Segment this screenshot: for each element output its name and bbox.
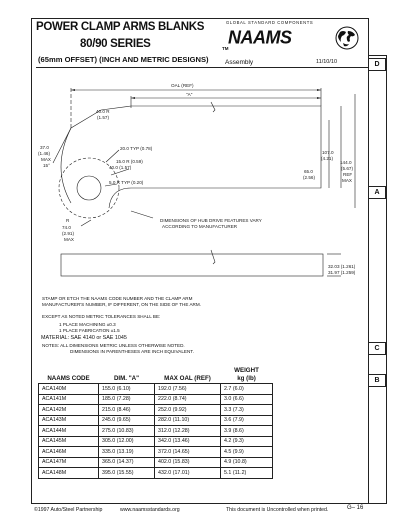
- cell-max-oal: 432.0 (17.01): [155, 468, 221, 479]
- footer-disclaimer: This document is Uncontrolled when printed.: [226, 507, 329, 513]
- tolerance-machining: 1 PLACE MACHINING ±0.3: [59, 322, 116, 327]
- title-line-2: 80/90 SERIES: [80, 38, 151, 50]
- cell-dim-a: 275.0 (10.83): [99, 426, 155, 437]
- table-row: [39, 436, 273, 447]
- dim-15r: 15.0 R (0.59): [116, 159, 143, 164]
- dim-37: 37.0: [40, 145, 49, 150]
- revision-tab-b: B: [369, 374, 386, 387]
- tolerance-fabrication: 1 PLACE FABRICATION ±1.5: [59, 328, 120, 333]
- cell-naams-code: ACA145M: [39, 436, 99, 447]
- cell-max-oal: 252.0 (9.92): [155, 405, 221, 416]
- cell-weight: 4.9 (10.8): [221, 457, 273, 468]
- cell-weight: 4.2 (9.3): [221, 436, 273, 447]
- cell-naams-code: ACA144M: [39, 426, 99, 437]
- dim-37-inch: (1.46): [38, 151, 51, 156]
- revision-rail: [369, 55, 387, 504]
- cell-dim-a: 155.0 (6.10): [99, 384, 155, 395]
- cell-dim-a: 215.0 (8.46): [99, 405, 155, 416]
- header-weight: [221, 366, 273, 384]
- cell-weight: 4.5 (9.9): [221, 447, 273, 458]
- brand-tagline: GLOBAL STANDARD COMPONENTS: [226, 20, 314, 25]
- dim-5r-typ: 5.0 R TYP (0.20): [109, 180, 144, 185]
- header-weight-label: WEIGHT: [234, 367, 259, 374]
- header-naams-code: NAAMS CODE: [39, 366, 99, 384]
- cell-naams-code: ACA148M: [39, 468, 99, 479]
- dim-40: 40.0 (1.57): [109, 165, 132, 170]
- dim-144: 144.0: [340, 160, 352, 165]
- footer-website[interactable]: www.naamsstandards.org: [120, 507, 180, 513]
- dim-144-max: MAX: [342, 178, 352, 183]
- dim-31-97: 31.97 (1.259): [328, 270, 356, 275]
- cell-weight: 3.3 (7.3): [221, 405, 273, 416]
- page-number: G– 16: [347, 505, 364, 511]
- cell-max-oal: 192.0 (7.56): [155, 384, 221, 395]
- cell-weight: 5.1 (11.2): [221, 468, 273, 479]
- notes-line-1: NOTES: ALL DIMENSIONS METRIC UNLESS OTHERWISE NOTED.: [42, 343, 185, 348]
- dim-20-typ: 20.0 TYP (0.78): [120, 146, 153, 151]
- cell-weight: 3.6 (7.9): [221, 415, 273, 426]
- table-row: [39, 426, 273, 437]
- dim-r: R: [66, 218, 70, 223]
- dim-74-max: MAX: [64, 237, 74, 242]
- cell-naams-code: ACA147M: [39, 457, 99, 468]
- notes-line-2: DIMENSIONS IN PARENTHESES ARE INCH EQUIVALENT.: [70, 349, 194, 354]
- globe-icon: [334, 26, 360, 50]
- trademark-mark: TM: [222, 46, 229, 51]
- cell-weight: 3.0 (6.6): [221, 394, 273, 405]
- cell-naams-code: ACA146M: [39, 447, 99, 458]
- cell-max-oal: 282.0 (11.10): [155, 415, 221, 426]
- table-header-row: [39, 366, 273, 384]
- dim-144-inch: (5.67): [341, 166, 354, 171]
- dimension-table: [38, 366, 273, 479]
- table-row: [39, 468, 273, 479]
- header-max-oal: MAX OAL (REF): [155, 366, 221, 384]
- title-line-1: POWER CLAMP ARMS BLANKS: [36, 21, 205, 33]
- footer-copyright: ©1997 Auto/Steel Partnership: [34, 507, 103, 513]
- cell-weight: 2.7 (6.0): [221, 384, 273, 395]
- arm-blank-drawing: [31, 68, 369, 288]
- naams-logo: NAAMS: [228, 26, 292, 48]
- revision-tab-a: A: [369, 186, 386, 199]
- table-row: [39, 405, 273, 416]
- header-weight-unit: kg (lb): [237, 374, 256, 382]
- cell-dim-a: 335.0 (13.19): [99, 447, 155, 458]
- table-row: [39, 447, 273, 458]
- dim-40r: 40.0 R: [96, 109, 110, 114]
- title-line-3: (65mm OFFSET) (INCH AND METRIC DESIGNS): [38, 55, 209, 64]
- tolerance-header: EXCEPT AS NOTED METRIC TOLERANCES SHALL BE:: [42, 314, 161, 319]
- cell-dim-a: 365.0 (14.37): [99, 457, 155, 468]
- dim-65: 65.0: [304, 169, 313, 174]
- table-row: [39, 394, 273, 405]
- cell-max-oal: 372.0 (14.65): [155, 447, 221, 458]
- revision-tab-d: D: [369, 58, 386, 71]
- dim-107-inch: (4.21): [321, 156, 334, 161]
- cell-max-oal: 222.0 (8.74): [155, 394, 221, 405]
- cell-max-oal: 342.0 (13.46): [155, 436, 221, 447]
- cell-dim-a: 395.0 (15.55): [99, 468, 155, 479]
- cell-naams-code: ACA140M: [39, 384, 99, 395]
- cell-dim-a: 185.0 (7.28): [99, 394, 155, 405]
- table-row: [39, 384, 273, 395]
- cell-naams-code: ACA142M: [39, 405, 99, 416]
- dim-37-max: MAX: [41, 157, 51, 162]
- revision-tab-c: C: [369, 342, 386, 355]
- stamp-note-line-2: MANUFACTURER'S NUMBER, IF DIFFERENT, ON THE SIDE OF THE ARM.: [42, 302, 201, 307]
- cell-naams-code: ACA141M: [39, 394, 99, 405]
- dim-a: "A": [186, 92, 193, 97]
- hub-note-line-2: ACCORDING TO MANUFACTURER: [162, 224, 238, 229]
- material-note: MATERIAL: SAE 4140 or SAE 1045: [41, 335, 127, 341]
- table-row: [39, 457, 273, 468]
- cell-weight: 3.9 (8.6): [221, 426, 273, 437]
- cell-naams-code: ACA143M: [39, 415, 99, 426]
- stamp-note-line-1: STAMP OR ETCH THE NAAMS CODE NUMBER AND THE CLAMP ARM: [42, 296, 193, 301]
- cell-dim-a: 305.0 (12.00): [99, 436, 155, 447]
- dim-40r-inch: (1.57): [97, 115, 110, 120]
- table-row: [39, 415, 273, 426]
- dim-107: 107.0: [322, 150, 334, 155]
- header-dim-a: DIM. "A": [99, 366, 155, 384]
- cell-max-oal: 312.0 (12.28): [155, 426, 221, 437]
- dim-74: 74.0: [62, 225, 71, 230]
- doc-type: Assembly: [225, 59, 254, 66]
- dim-144-ref: REF: [343, 172, 353, 177]
- dim-65-inch: (2.56): [303, 175, 316, 180]
- hub-note-line-1: DIMENSIONS OF HUB DRIVE FEATURES VARY: [160, 218, 262, 223]
- dim-32-03: 32.03 (1.261): [328, 264, 356, 269]
- dim-74-inch: (2.91): [62, 231, 75, 236]
- dim-oal-ref: OAL (REF): [171, 83, 194, 88]
- cell-dim-a: 245.0 (9.65): [99, 415, 155, 426]
- dim-15-degree: 15°: [43, 163, 50, 168]
- cell-max-oal: 402.0 (15.83): [155, 457, 221, 468]
- doc-date: 11/10/10: [316, 59, 338, 65]
